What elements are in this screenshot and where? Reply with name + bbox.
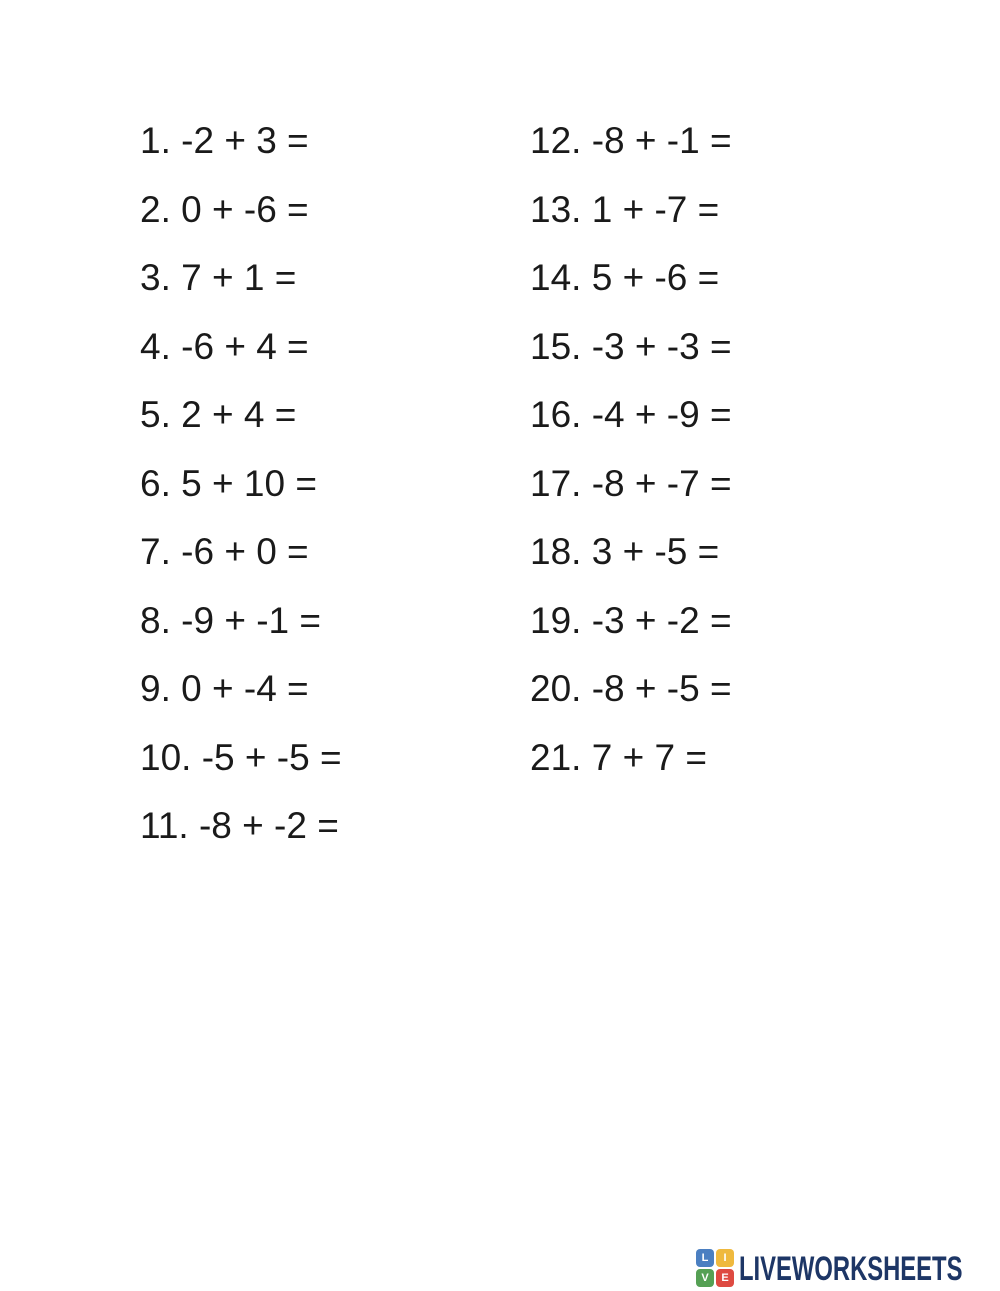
problem-item-19: 19. -3 + -2 = xyxy=(530,599,732,641)
logo-square-l: L xyxy=(696,1249,714,1267)
problems-column-right xyxy=(530,107,732,792)
problem-item-6: 6. 5 + 10 = xyxy=(140,462,317,504)
problem-item-16: 16. -4 + -9 = xyxy=(530,394,732,435)
problem-item-4: 4. -6 + 4 = xyxy=(140,325,309,367)
problem-item-15: 15. -3 + -3 = xyxy=(530,325,732,367)
problem-item-9: 9. 0 + -4 = xyxy=(140,668,309,709)
logo-square-e: E xyxy=(716,1269,734,1287)
problem-item-5: 5. 2 + 4 = xyxy=(140,394,297,435)
problem-item-13: 13. 1 + -7 = xyxy=(530,188,720,230)
problem-item-2: 2. 0 + -6 = xyxy=(140,188,309,230)
liveworksheets-wordmark: LIVEWORKSHEETS xyxy=(739,1249,963,1288)
problem-item-8: 8. -9 + -1 = xyxy=(140,599,321,641)
problems-column-left xyxy=(140,107,342,861)
liveworksheets-logo-icon xyxy=(696,1249,736,1289)
problem-item-7: 7. -6 + 0 = xyxy=(140,531,309,572)
problem-item-20: 20. -8 + -5 = xyxy=(530,668,732,709)
problem-item-10: 10. -5 + -5 = xyxy=(140,736,342,778)
problem-item-1: 1. -2 + 3 = xyxy=(140,120,309,161)
logo-square-v: V xyxy=(696,1269,714,1287)
logo-square-i: I xyxy=(716,1249,734,1267)
problem-item-3: 3. 7 + 1 = xyxy=(140,257,297,298)
liveworksheets-logo[interactable] xyxy=(696,1249,1000,1289)
problem-item-12: 12. -8 + -1 = xyxy=(530,120,732,161)
problem-item-21: 21. 7 + 7 = xyxy=(530,736,707,778)
problem-item-18: 18. 3 + -5 = xyxy=(530,531,720,572)
problem-item-14: 14. 5 + -6 = xyxy=(530,257,720,298)
problem-item-17: 17. -8 + -7 = xyxy=(530,462,732,504)
problem-item-11: 11. -8 + -2 = xyxy=(140,805,339,846)
